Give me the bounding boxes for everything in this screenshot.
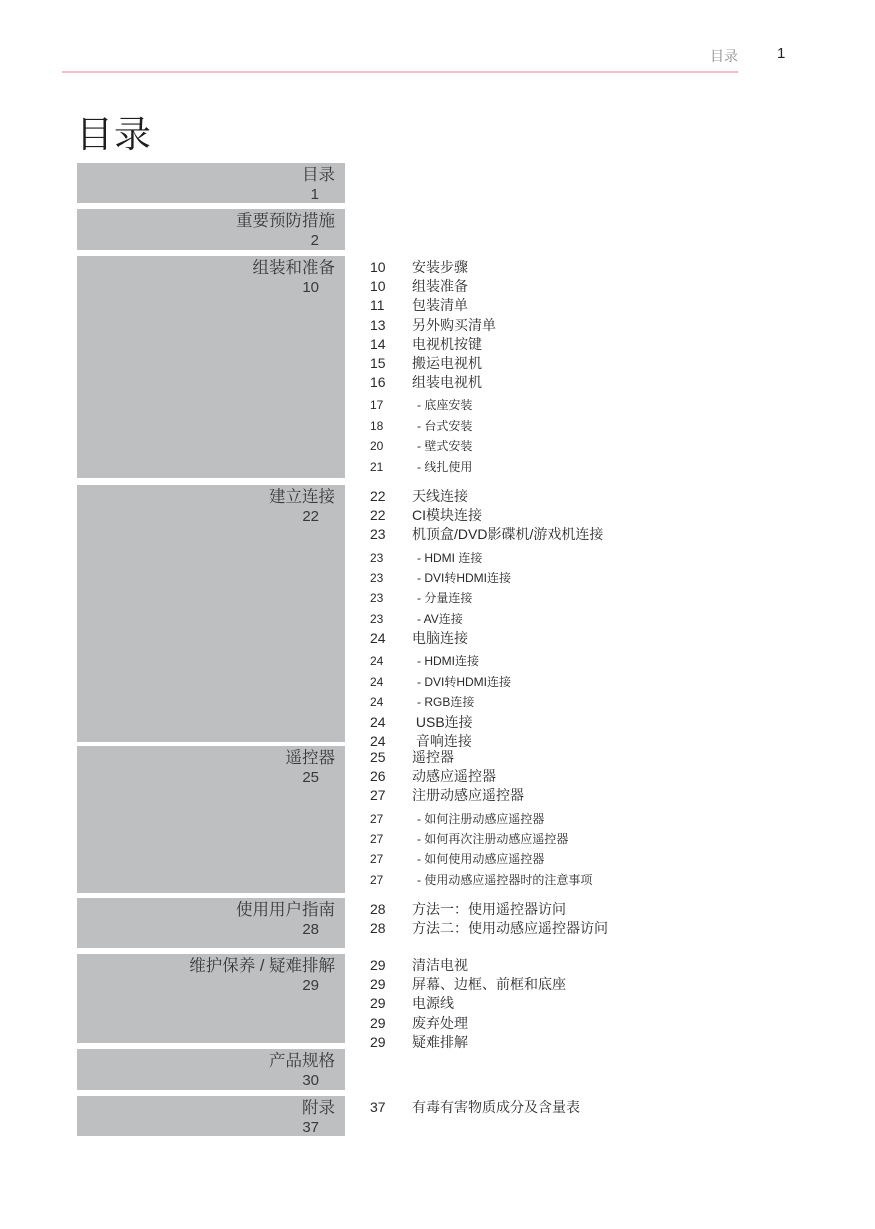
toc-entry-row [370,629,850,648]
section-entries [370,1098,850,1117]
toc-section [77,954,875,1050]
entry-page-number: 29 [370,976,386,993]
section-page-number: 2 [310,232,319,249]
section-box [77,746,345,893]
toc-entry-row [370,258,850,277]
section-entries [370,748,850,890]
entry-page-number: 27 [370,787,386,804]
entry-title: 方法二：使用动感应遥控器访问 [412,920,608,937]
section-page-number: 28 [302,921,319,938]
entry-page-number: 29 [370,1033,386,1050]
entry-title: 组装准备 [412,278,468,295]
entry-page-number: 29 [370,995,386,1012]
toc-entry-row [370,994,850,1013]
toc-subentry-row [370,829,850,849]
toc-subentry-row [370,692,850,712]
entry-title: 另外购买清单 [412,316,496,333]
section-title: 目录 [302,166,335,184]
entry-title: - 如何注册动感应遥控器 [417,811,545,826]
toc-subentry-row [370,651,850,671]
toc-subentry-row [370,870,850,890]
section-title: 遥控器 [285,749,335,767]
toc-entry-row [370,335,850,354]
entry-title: - 分量连接 [417,591,473,606]
entry-page-number: 11 [370,297,385,314]
entry-page-number: 18 [370,418,384,433]
toc-section [77,256,875,478]
toc-subentry-row [370,548,850,568]
section-title: 附录 [302,1099,335,1117]
section-title: 使用用户指南 [236,901,335,919]
entry-page-number: 24 [370,674,384,689]
entry-title: 搬运电视机 [412,355,482,372]
toc-entry-row [370,277,850,296]
entry-page-number: 14 [370,335,386,352]
entry-page-number: 21 [370,459,384,474]
entry-title: - HDMI 连接 [417,550,483,565]
entry-title: - AV连接 [417,611,463,626]
toc-entry-row [370,786,850,805]
entry-title: - HDMI连接 [417,654,479,669]
toc-entry-row [370,767,850,786]
toc-entry-row [370,354,850,373]
toc-entry-row [370,1098,850,1117]
entry-title: - RGB连接 [417,695,475,710]
entry-title: 屏幕、边框、前框和底座 [412,976,566,993]
entry-title: 遥控器 [412,749,454,765]
entry-title: - 如何再次注册动感应遥控器 [417,832,569,847]
entry-title: 机顶盒/DVD影碟机/游戏机连接 [412,526,604,543]
entry-title: 动感应遥控器 [412,768,496,785]
section-page-number: 37 [302,1119,319,1136]
entry-page-number: 13 [370,316,386,333]
entry-page-number: 15 [370,355,386,372]
section-title: 建立连接 [269,488,335,506]
page-title: 目录 [76,114,152,155]
toc-subentry-row [370,849,850,869]
entry-title: 音响连接 [412,732,472,749]
toc-entry-row [370,975,850,994]
entry-title: 电脑连接 [412,630,468,647]
toc-entry-row [370,900,850,919]
entry-title: - DVI转HDMI连接 [417,674,511,689]
entry-page-number: 28 [370,901,386,917]
entry-page-number: 23 [370,571,384,586]
entry-page-number: 27 [370,811,384,826]
toc-section [77,1096,875,1136]
entry-page-number: 22 [370,507,386,524]
section-box [77,1049,345,1090]
running-header-section-label: 目录 [710,48,738,64]
toc-entry-row [370,919,850,938]
section-page-number: 30 [302,1072,319,1089]
toc-entry-row [370,713,850,732]
entry-page-number: 25 [370,749,386,765]
entry-page-number: 23 [370,550,384,565]
entry-page-number: 29 [370,957,386,973]
section-page-number: 29 [302,977,319,994]
toc-subentry-row [370,395,850,415]
toc-subentry-row [370,609,850,629]
entry-title: USB连接 [412,713,473,730]
section-box [77,209,345,250]
section-page-number: 25 [302,769,319,786]
entry-page-number: 16 [370,374,386,391]
toc-subentry-row [370,457,850,477]
toc-section [77,746,875,893]
section-page-number: 10 [302,279,319,296]
entry-page-number: 24 [370,630,386,647]
entry-page-number: 27 [370,872,384,887]
entry-page-number: 22 [370,488,386,504]
section-entries [370,258,850,477]
entry-title: 组装电视机 [412,374,482,391]
section-box [77,256,345,478]
toc-section [77,1049,875,1090]
section-entries [370,956,850,1052]
entry-title: 疑难排解 [412,1033,468,1050]
toc-entry-row [370,487,850,506]
toc-entry-row [370,525,850,544]
entry-title: 天线连接 [412,488,468,504]
entry-title: - 底座安装 [417,398,473,413]
entry-page-number: 24 [370,732,386,749]
section-title: 组装和准备 [252,259,335,277]
entry-page-number: 24 [370,654,384,669]
entry-title: - 使用动感应遥控器时的注意事项 [417,872,593,887]
toc-entry-row [370,956,850,975]
entry-title: - 壁式安装 [417,439,473,454]
entry-title: - 线扎使用 [417,459,473,474]
toc-entry-row [370,296,850,315]
entry-page-number: 10 [370,278,386,295]
section-box [77,898,345,948]
section-title: 重要预防措施 [236,212,335,230]
toc-entry-row [370,316,850,335]
section-title: 产品规格 [269,1052,335,1070]
entry-title: - 如何使用动感应遥控器 [417,852,545,867]
entry-title: 电视机按键 [412,335,482,352]
entry-page-number: 20 [370,439,384,454]
entry-title: 方法一：使用遥控器访问 [412,901,566,917]
toc-subentry-row [370,416,850,436]
entry-page-number: 27 [370,852,384,867]
entry-title: 废弃处理 [412,1014,468,1031]
entry-title: 电源线 [412,995,454,1012]
toc-section [77,485,875,749]
toc-subentry-row [370,568,850,588]
section-box [77,163,345,203]
toc-entry-row [370,506,850,525]
section-page-number: 1 [310,186,319,203]
toc-subentry-row [370,436,850,456]
toc-subentry-row [370,672,850,692]
section-box [77,1096,345,1136]
entry-title: 注册动感应遥控器 [412,787,524,804]
entry-page-number: 24 [370,695,384,710]
entry-page-number: 28 [370,920,386,937]
entry-page-number: 26 [370,768,386,785]
entry-page-number: 17 [370,398,384,413]
section-box [77,954,345,1043]
entry-page-number: 23 [370,611,384,626]
section-box [77,485,345,742]
entry-page-number: 23 [370,591,384,606]
entry-title: CI模块连接 [412,507,482,524]
entry-page-number: 37 [370,1099,386,1115]
running-header-page-number: 1 [777,45,786,62]
section-entries [370,900,850,938]
toc-subentry-row [370,809,850,829]
section-title: 维护保养 / 疑难排解 [189,957,335,975]
entry-title: 有毒有害物质成分及含量表 [412,1099,580,1115]
entry-page-number: 27 [370,832,384,847]
toc-entry-row [370,373,850,392]
entry-title: 包装清单 [412,297,468,314]
toc-entry-row [370,1014,850,1033]
section-page-number: 22 [302,508,319,525]
toc-section [77,163,875,203]
entry-title: - DVI转HDMI连接 [417,571,511,586]
entry-title: 清洁电视 [412,957,468,973]
toc-subentry-row [370,588,850,608]
entry-page-number: 10 [370,259,386,275]
section-entries [370,487,850,751]
entry-page-number: 23 [370,526,386,543]
entry-title: 安装步骤 [412,259,468,275]
entry-page-number: 24 [370,713,386,730]
entry-title: - 台式安装 [417,418,473,433]
entry-page-number: 29 [370,1014,386,1031]
toc-section [77,898,875,948]
toc-entry-row [370,748,850,767]
toc-section [77,209,875,250]
